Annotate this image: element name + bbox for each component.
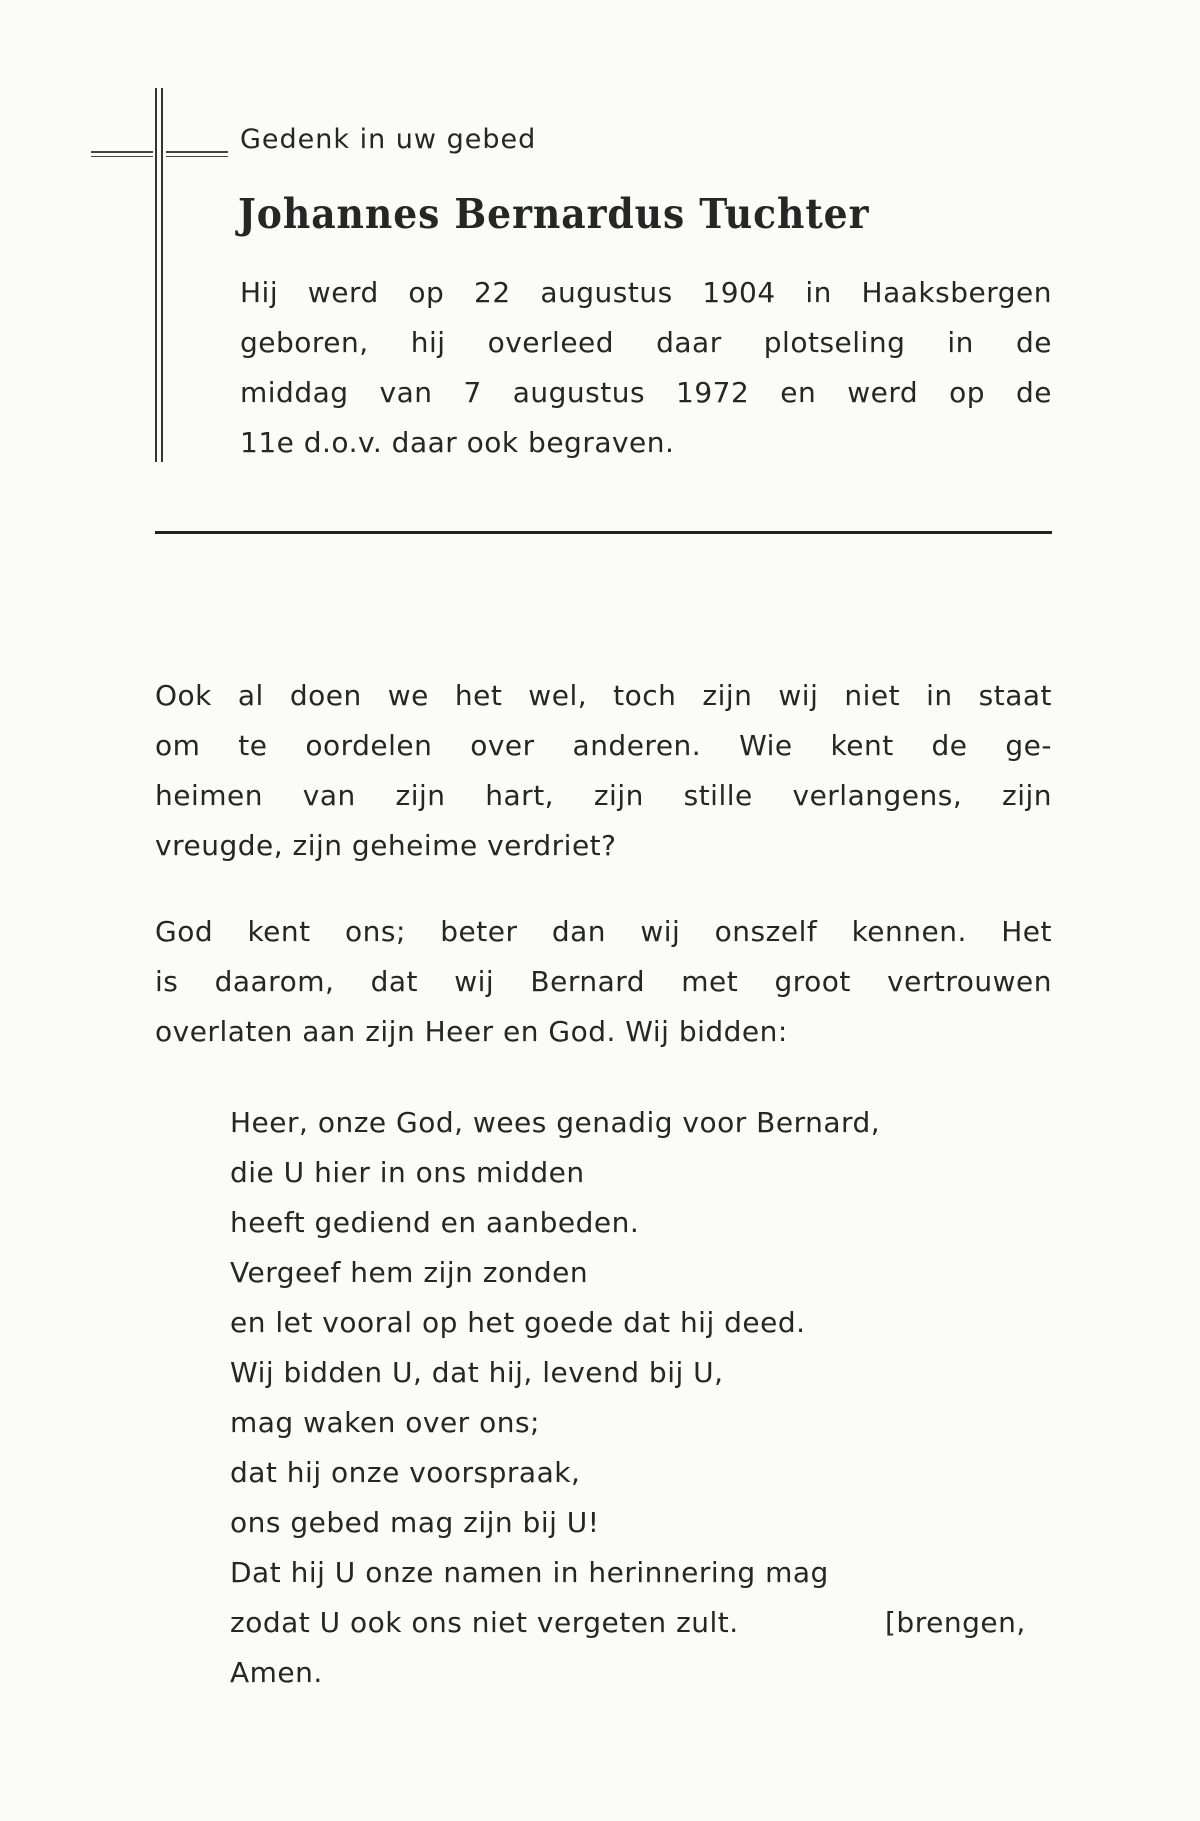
paragraph-line: God kent ons; beter dan wij onszelf kennen. Het <box>155 915 1052 948</box>
prayer-line: mag waken over ons; <box>230 1406 540 1439</box>
prayer-line: die U hier in ons midden <box>230 1156 585 1189</box>
prayer-line: ons gebed mag zijn bij U! <box>230 1506 600 1539</box>
prayer-line: Wij bidden U, dat hij, levend bij U, <box>230 1356 724 1389</box>
prayer-line: Heer, onze God, wees genadig voor Bernard, <box>230 1106 881 1139</box>
deceased-name: Johannes Bernardus Tuchter <box>238 190 870 238</box>
paragraph-line: om te oordelen over anderen. Wie kent de ge- <box>155 729 1052 762</box>
prayer-line: dat hij onze voorspraak, <box>230 1456 581 1489</box>
bio-line: 11e d.o.v. daar ook begraven. <box>240 426 675 459</box>
intro-text: Gedenk in uw gebed <box>240 124 537 155</box>
bio-line: Hij werd op 22 augustus 1904 in Haaksbergen <box>240 276 1052 309</box>
paragraph-line: Ook al doen we het wel, toch zijn wij niet in staat <box>155 679 1052 712</box>
prayer-line: heeft gediend en aanbeden. <box>230 1206 640 1239</box>
paragraph-line: overlaten aan zijn Heer en God. Wij bidden: <box>155 1015 788 1048</box>
bio-line: geboren, hij overleed daar plotseling in de <box>240 326 1052 359</box>
prayer-line: Dat hij U onze namen in herinnering mag <box>230 1556 829 1589</box>
bio-line: middag van 7 augustus 1972 en werd op de <box>240 376 1052 409</box>
prayer-overflow-word: [brengen, <box>885 1606 1026 1639</box>
prayer-line: Vergeef hem zijn zonden <box>230 1256 589 1289</box>
paragraph-line: is daarom, dat wij Bernard met groot vertrouwen <box>155 965 1052 998</box>
paragraph-line: heimen van zijn hart, zijn stille verlangens, zijn <box>155 779 1052 812</box>
prayer-line: en let vooral op het goede dat hij deed. <box>230 1306 806 1339</box>
divider <box>155 531 1052 534</box>
prayer-line: zodat U ook ons niet vergeten zult. <box>230 1606 739 1639</box>
paragraph-line: vreugde, zijn geheime verdriet? <box>155 829 617 862</box>
prayer-line: Amen. <box>230 1656 323 1689</box>
